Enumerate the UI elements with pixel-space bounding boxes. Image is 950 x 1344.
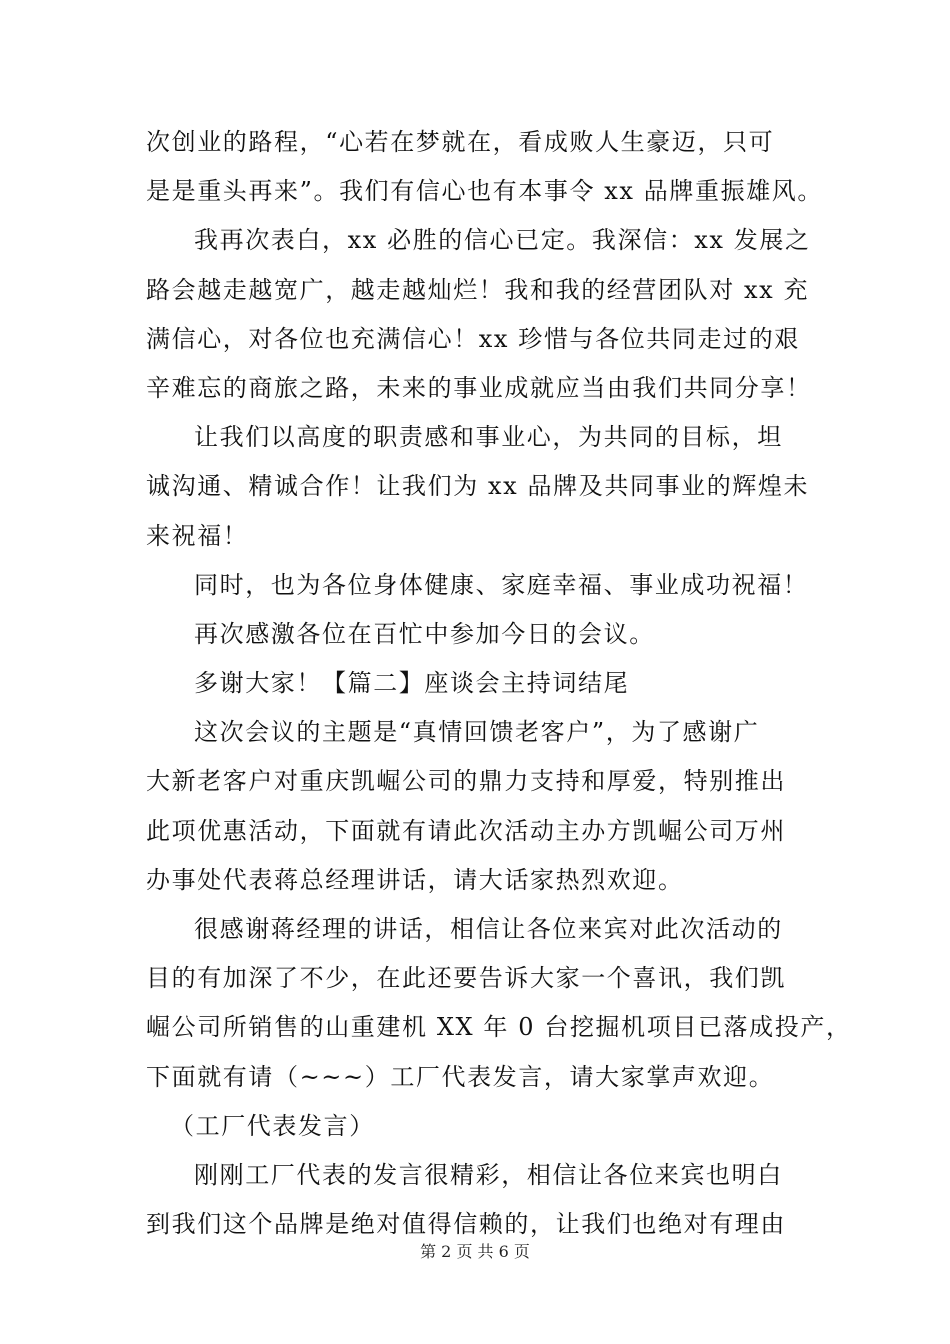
- text-line: 目的有加深了不少，在此还要告诉大家一个喜讯，我们凯: [146, 964, 786, 993]
- text-line: 多谢大家！【篇二】座谈会主持词结尾: [194, 669, 630, 698]
- text-line: 同时，也为各位身体健康、家庭幸福、事业成功祝福！: [194, 570, 809, 599]
- text-line: 到我们这个品牌是绝对值得信赖的，让我们也绝对有理由: [146, 1210, 786, 1239]
- text-line: （工厂代表发言）: [170, 1111, 375, 1140]
- text-line: 满信心，对各位也充满信心！xx 珍惜与各位共同走过的艰: [146, 324, 800, 353]
- text-line: 崛公司所销售的山重建机 XX 年 0 台挖掘机项目已落成投产，: [146, 1013, 852, 1042]
- text-line: 大新老客户对重庆凯崛公司的鼎力支持和厚爱，特别推出: [146, 767, 786, 796]
- text-line: 来祝福！: [146, 521, 249, 550]
- text-line: 路会越走越宽广，越走越灿烂！我和我的经营团队对 xx 充: [146, 275, 810, 304]
- text-line: 此项优惠活动，下面就有请此次活动主办方凯崛公司万州: [146, 816, 786, 845]
- text-line: 再次感激各位在百忙中参加今日的会议。: [194, 619, 655, 648]
- page-footer: 第 2 页 共 6 页: [420, 1242, 530, 1261]
- text-line: 这次会议的主题是“真情回馈老客户”，为了感谢广: [194, 718, 760, 747]
- text-line: 下面就有请（~~~）工厂代表发言，请大家掌声欢迎。: [146, 1062, 775, 1091]
- text-line: 办事处代表蒋总经理讲话，请大话家热烈欢迎。: [146, 865, 684, 894]
- text-line: 辛难忘的商旅之路，未来的事业成就应当由我们共同分享！: [146, 373, 812, 402]
- text-line: 让我们以高度的职责感和事业心，为共同的目标，坦: [194, 423, 783, 452]
- text-line: 是是重头再来”。我们有信心也有本事令 xx 品牌重振雄风。: [146, 177, 823, 206]
- text-line: 我再次表白，xx 必胜的信心已定。我深信：xx 发展之: [194, 226, 811, 255]
- text-line: 很感谢蒋经理的讲话，相信让各位来宾对此次活动的: [194, 915, 783, 943]
- text-line: 次创业的路程，“心若在梦就在，看成败人生豪迈，只可: [146, 128, 775, 156]
- text-line: 诚沟通、精诚合作！让我们为 xx 品牌及共同事业的辉煌未: [146, 472, 810, 501]
- document-body: [146, 118, 852, 1249]
- text-line: 刚刚工厂代表的发言很精彩，相信让各位来宾也明白: [194, 1160, 783, 1189]
